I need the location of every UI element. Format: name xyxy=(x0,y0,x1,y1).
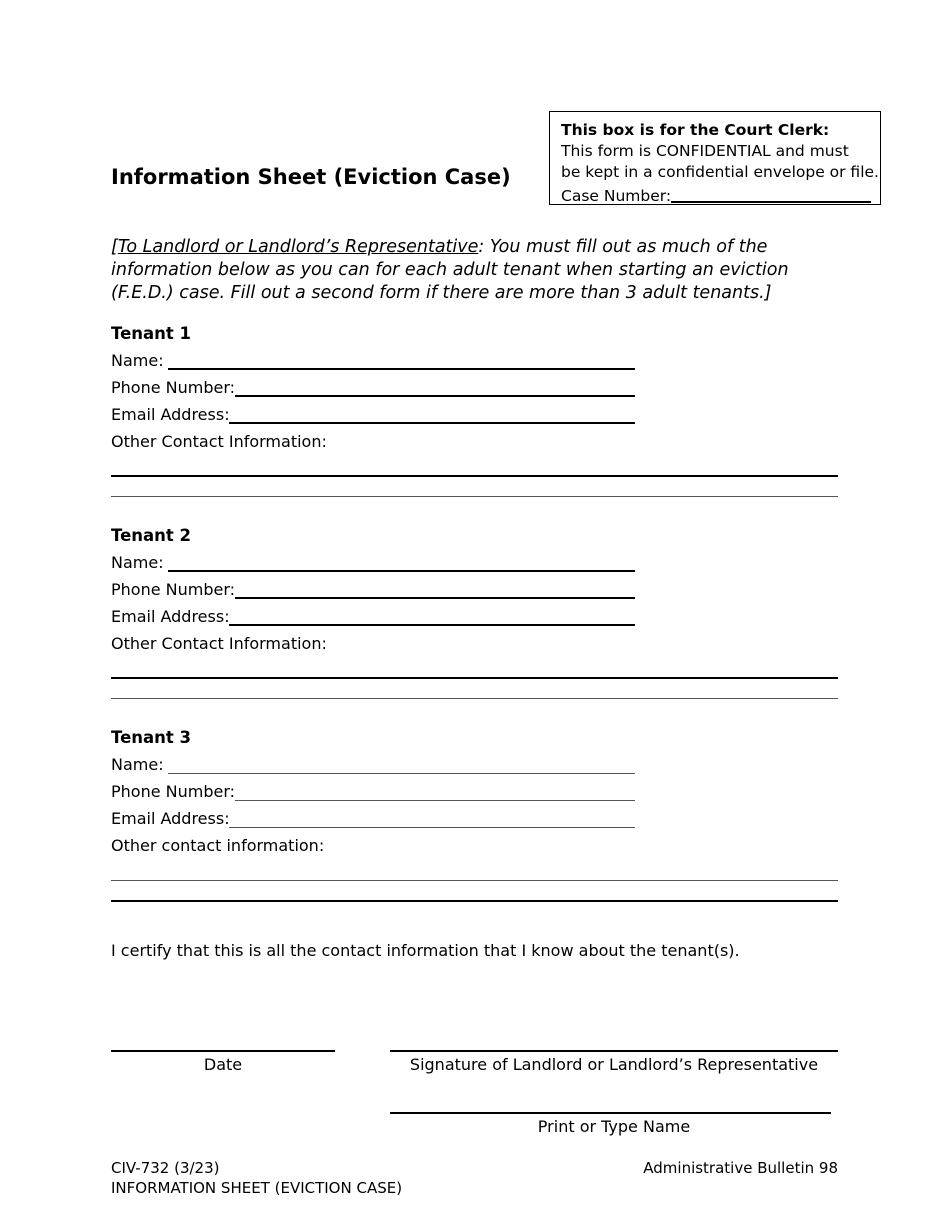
case-number-label: Case Number: xyxy=(561,187,672,205)
tenant-2-phone-label: Phone Number: xyxy=(111,580,236,599)
case-number-row xyxy=(561,183,880,207)
tenant-3-phone-label: Phone Number: xyxy=(111,782,236,801)
intro-rest: : You must fill out as much of the information below as you can for each adult tenant when starting an eviction (F.E.D.) case. Fill out a second form if there are more than 3 adult tenants.] xyxy=(111,237,789,303)
date-field[interactable] xyxy=(111,1050,335,1052)
tenant-2-other-label: Other Contact Information: xyxy=(111,634,327,653)
form-name: INFORMATION SHEET (EVICTION CASE) xyxy=(111,1179,403,1197)
tenant-1-name-label: Name: xyxy=(111,351,164,370)
tenant-3-email-label: Email Address: xyxy=(111,809,230,828)
tenant-1-phone-field[interactable] xyxy=(235,395,635,397)
tenant-3-other-line-1[interactable] xyxy=(111,880,838,881)
signature-label: Signature of Landlord or Landlord’s Representative xyxy=(409,1055,819,1074)
tenant-2-email-label: Email Address: xyxy=(111,607,230,626)
tenant-2-other-line-1[interactable] xyxy=(111,677,838,679)
tenant-2-phone-field[interactable] xyxy=(235,597,635,599)
intro-underlined: To Landlord or Landlord’s Representative xyxy=(117,237,479,257)
tenant-1-email-field[interactable] xyxy=(229,422,635,424)
tenant-2-title: Tenant 2 xyxy=(111,526,191,545)
tenant-2-other-line-2[interactable] xyxy=(111,698,838,699)
tenant-1-other-line-2[interactable] xyxy=(111,496,838,497)
administrative-bulletin: Administrative Bulletin 98 xyxy=(643,1159,838,1177)
clerk-box-line-2: be kept in a confidential envelope or file. xyxy=(561,163,879,181)
tenant-3-title: Tenant 3 xyxy=(111,728,191,747)
tenant-1-email-label: Email Address: xyxy=(111,405,230,424)
tenant-1-title: Tenant 1 xyxy=(111,324,191,343)
intro-instructions xyxy=(111,236,846,305)
tenant-3-name-label: Name: xyxy=(111,755,164,774)
date-label: Date xyxy=(203,1055,243,1074)
tenant-1-phone-label: Phone Number: xyxy=(111,378,236,397)
tenant-1-other-label: Other Contact Information: xyxy=(111,432,327,451)
tenant-3-other-line-2[interactable] xyxy=(111,900,838,902)
tenant-3-other-label: Other contact information: xyxy=(111,836,325,855)
tenant-3-phone-field[interactable] xyxy=(235,800,635,801)
footer-left xyxy=(111,1158,402,1198)
tenant-1-name-field[interactable] xyxy=(168,368,635,370)
print-name-label: Print or Type Name xyxy=(537,1117,691,1136)
tenant-1-other-line-1[interactable] xyxy=(111,475,838,477)
signature-field[interactable] xyxy=(390,1050,838,1052)
court-clerk-box xyxy=(549,111,881,205)
clerk-box-heading: This box is for the Court Clerk: xyxy=(561,121,830,139)
tenant-2-email-field[interactable] xyxy=(229,624,635,626)
intro-open-bracket: [ xyxy=(111,237,118,257)
tenant-2-name-label: Name: xyxy=(111,553,164,572)
clerk-box-line-1: This form is CONFIDENTIAL and must xyxy=(561,142,849,160)
certification-statement: I certify that this is all the contact information that I know about the tenant(s). xyxy=(111,941,740,960)
tenant-3-email-field[interactable] xyxy=(229,827,635,828)
case-number-field[interactable] xyxy=(671,183,871,203)
tenant-3-name-field[interactable] xyxy=(168,773,635,774)
print-name-field[interactable] xyxy=(390,1112,831,1114)
page-title: Information Sheet (Eviction Case) xyxy=(111,165,511,189)
form-code: CIV-732 (3/23) xyxy=(111,1159,220,1177)
tenant-2-name-field[interactable] xyxy=(168,570,635,572)
